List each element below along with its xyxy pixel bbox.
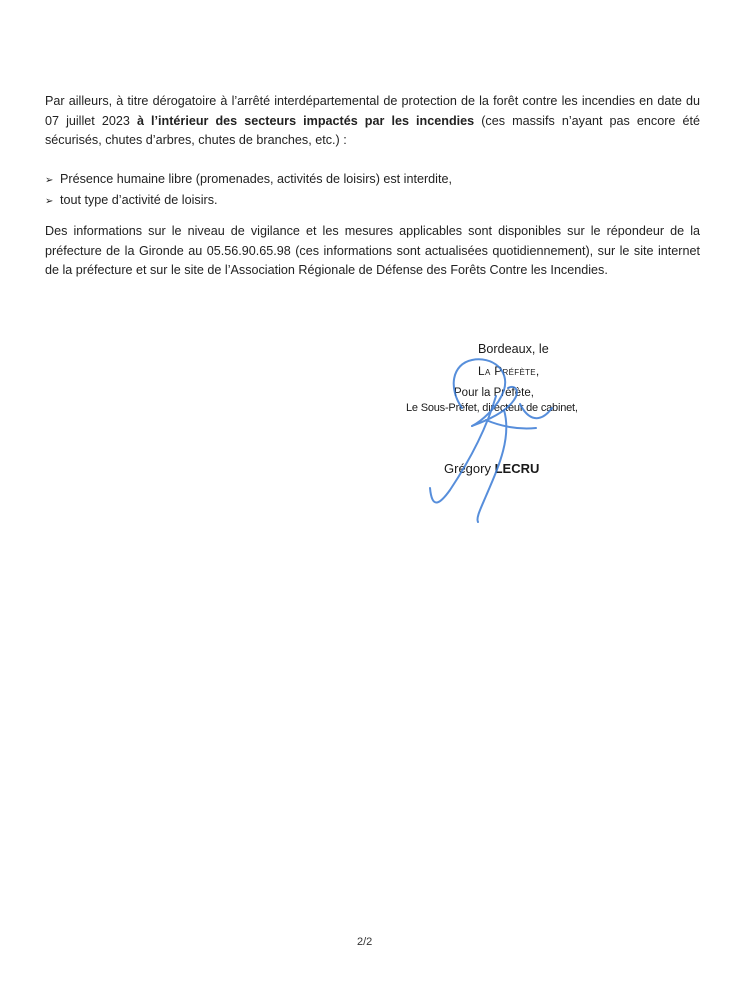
signature-role: Le Sous-Préfet, directeur de cabinet, xyxy=(406,402,578,414)
signatory-last-name: LECRU xyxy=(494,461,540,476)
restrictions-list xyxy=(45,170,700,211)
page-number: 2/2 xyxy=(357,936,373,948)
paragraph-derogation xyxy=(45,92,700,151)
signature-title: La Préfète, xyxy=(478,364,540,378)
paragraph-derogation-bold: à l’intérieur des secteurs impactés par les incendies xyxy=(136,113,475,128)
list-item xyxy=(45,170,700,191)
paragraph-derogation-intro: Par ailleurs, à titre dérogatoire à l’arrêté interdépartemental de protection de la forêt contre les incendies en date du 07 juillet 2023 xyxy=(45,94,700,128)
paragraph-derogation-outro: (ces massifs n’ayant pas encore été sécurisés, chutes d’arbres, chutes de branches, etc.) : xyxy=(45,113,700,147)
list-item xyxy=(45,191,700,212)
paragraph-information: Des informations sur le niveau de vigilance et les mesures applicables sont disponibles sur le répondeur de la préfecture de la Gironde au 05.56.90.65.98 (ces informations sont actualisées quotidiennement), sur le site internet de la préfecture et sur le site de l’Association Régionale de Défense des Forêts Contre les Incendies. xyxy=(45,224,700,277)
signatory-first-name: Grégory xyxy=(444,461,495,476)
signature-place: Bordeaux, le xyxy=(478,342,549,356)
arrow-bullet-icon: ➢ xyxy=(45,195,54,207)
signatory-name xyxy=(444,461,539,476)
list-item-text: tout type d’activité de loisirs. xyxy=(60,192,218,207)
signature-on-behalf: Pour la Préfète, xyxy=(454,387,534,399)
list-item-text: Présence humaine libre (promenades, activités de loisirs) est interdite, xyxy=(60,172,452,186)
arrow-bullet-icon: ➢ xyxy=(45,175,54,186)
signature-block xyxy=(400,342,620,542)
